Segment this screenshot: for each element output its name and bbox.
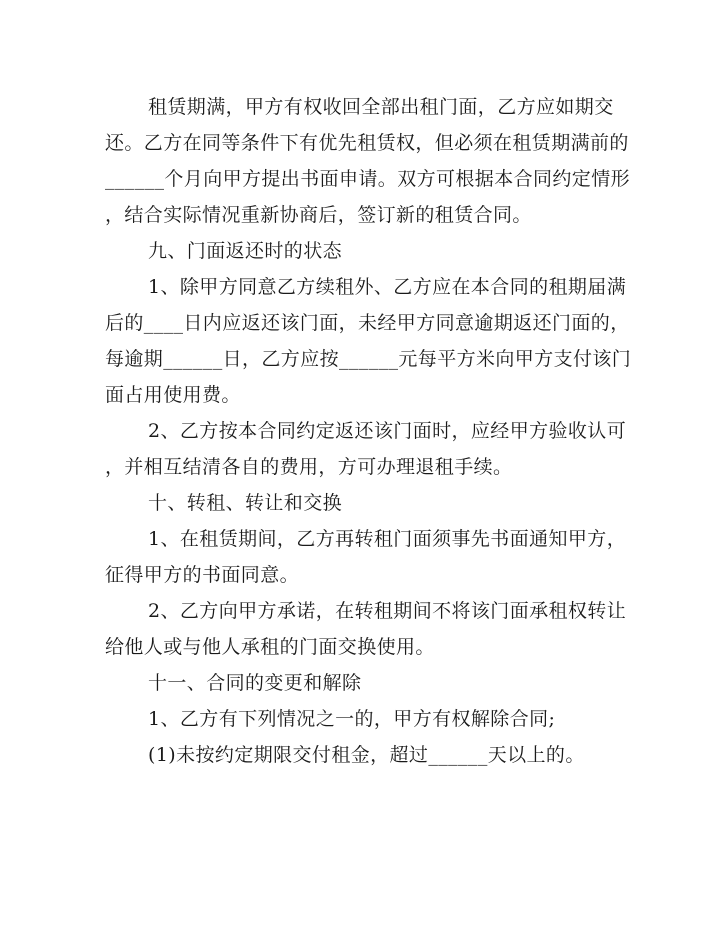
paragraph-line: 面占用使用费。 (105, 384, 241, 406)
paragraph-line: 后的____日内应返还该门面，未经甲方同意逾期返还门面的， (105, 312, 630, 334)
section-heading: 九、门面返还时的状态 (148, 240, 343, 262)
paragraph-line: ，结合实际情况重新协商后，签订新的租赁合同。 (105, 204, 532, 226)
section-heading: 十一、合同的变更和解除 (148, 672, 362, 694)
paragraph-line: 还。乙方在同等条件下有优先租赁权，但必须在租赁期满前的 (105, 132, 629, 154)
paragraph-line: ______个月向甲方提出书面申请。双方可根据本合同约定情形 (105, 168, 631, 190)
list-item: (1)未按约定期限交付租金，超过______天以上的。 (148, 744, 585, 766)
paragraph-line: 1、除甲方同意乙方续租外、乙方应在本合同的租期届满 (148, 276, 627, 298)
paragraph-line: 征得甲方的书面同意。 (105, 564, 300, 586)
paragraph-line: 给他人或与他人承租的门面交换使用。 (105, 636, 435, 658)
paragraph-line: 1、乙方有下列情况之一的，甲方有权解除合同; (148, 708, 556, 730)
paragraph-line: 租赁期满，甲方有权收回全部出租门面，乙方应如期交 (148, 96, 614, 118)
paragraph-line: 2、乙方向甲方承诺，在转租期间不将该门面承租权转让 (148, 600, 627, 622)
section-heading: 十、转租、转让和交换 (148, 492, 343, 514)
paragraph-line: 2、乙方按本合同约定返还该门面时，应经甲方验收认可 (148, 420, 627, 442)
paragraph-line: 1、在租赁期间，乙方再转租门面须事先书面通知甲方， (148, 528, 627, 550)
paragraph-line: ，并相互结清各自的费用，方可办理退租手续。 (105, 456, 513, 478)
paragraph-line: 每逾期______日，乙方应按______元每平方米向甲方支付该门 (105, 348, 632, 370)
